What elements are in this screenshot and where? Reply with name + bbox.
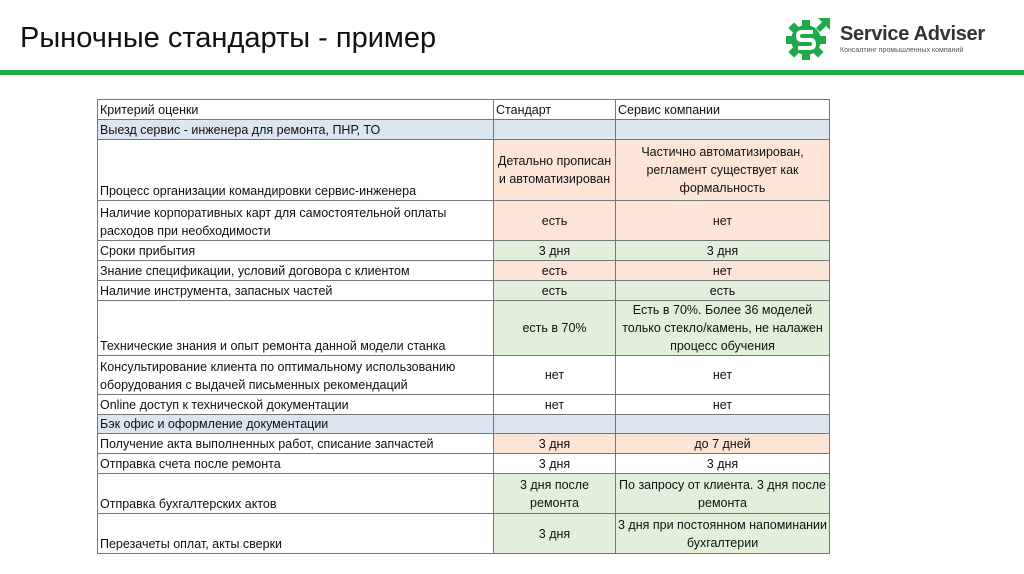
standard-cell: 3 дня <box>494 514 616 554</box>
standard-cell: 3 дня <box>494 434 616 454</box>
table-row <box>98 514 830 554</box>
standard-cell <box>494 415 616 434</box>
criterion-cell: Бэк офис и оформление документации <box>98 415 494 434</box>
page-title: Рыночные стандарты - пример <box>20 22 437 54</box>
company-cell: нет <box>616 356 830 395</box>
brand-name: Service Adviser <box>840 22 985 45</box>
table-row <box>98 395 830 415</box>
criterion-cell: Наличие инструмента, запасных частей <box>98 281 494 301</box>
criterion-cell: Отправка счета после ремонта <box>98 454 494 474</box>
criterion-cell: Перезачеты оплат, акты сверки <box>98 514 494 554</box>
criterion-cell: Знание спецификации, условий договора с клиентом <box>98 261 494 281</box>
company-cell: 3 дня при постоянном напоминании бухгалтерии <box>616 514 830 554</box>
standards-table <box>97 99 830 554</box>
standard-cell: есть в 70% <box>494 301 616 356</box>
standard-cell: нет <box>494 395 616 415</box>
table-row <box>98 140 830 201</box>
table-row <box>98 454 830 474</box>
standard-cell: 3 дня <box>494 454 616 474</box>
company-cell: нет <box>616 261 830 281</box>
standard-cell: есть <box>494 261 616 281</box>
standard-cell: есть <box>494 201 616 241</box>
gear-logo-icon <box>784 16 832 60</box>
table-row <box>98 434 830 454</box>
standard-cell <box>494 120 616 140</box>
criterion-cell: Сроки прибытия <box>98 241 494 261</box>
table-row <box>98 241 830 261</box>
criterion-cell: Технические знания и опыт ремонта данной модели станка <box>98 301 494 356</box>
table-header <box>98 100 830 120</box>
brand-subtitle: Консалтинг промышленных компаний <box>840 46 964 54</box>
criterion-cell: Отправка бухгалтерских актов <box>98 474 494 514</box>
criterion-cell: Online доступ к технической документации <box>98 395 494 415</box>
accent-divider <box>0 70 1024 75</box>
company-cell: нет <box>616 201 830 241</box>
header-company: Сервис компании <box>616 100 830 120</box>
company-cell <box>616 415 830 434</box>
criterion-cell: Процесс организации командировки сервис-инженера <box>98 140 494 201</box>
company-cell: нет <box>616 395 830 415</box>
table-row <box>98 474 830 514</box>
table-row <box>98 356 830 395</box>
company-cell: Есть в 70%. Более 36 моделей только стекло/камень, не налажен процесс обучения <box>616 301 830 356</box>
criterion-cell: Получение акта выполненных работ, списание запчастей <box>98 434 494 454</box>
logo <box>784 16 985 60</box>
company-cell: до 7 дней <box>616 434 830 454</box>
section-row <box>98 415 830 434</box>
standard-cell: 3 дня <box>494 241 616 261</box>
standard-cell: есть <box>494 281 616 301</box>
table-row <box>98 281 830 301</box>
company-cell: 3 дня <box>616 241 830 261</box>
company-cell <box>616 120 830 140</box>
company-cell: 3 дня <box>616 454 830 474</box>
company-cell: Частично автоматизирован, регламент существует как формальность <box>616 140 830 201</box>
criterion-cell: Консультирование клиента по оптимальному использованию оборудования с выдачей письменных рекомендаций <box>98 356 494 395</box>
standard-cell: Детально прописан и автоматизирован <box>494 140 616 201</box>
table-row <box>98 261 830 281</box>
standard-cell: 3 дня после ремонта <box>494 474 616 514</box>
section-row <box>98 120 830 140</box>
table-row <box>98 201 830 241</box>
header-standard: Стандарт <box>494 100 616 120</box>
criterion-cell: Наличие корпоративных карт для самостоятельной оплаты расходов при необходимости <box>98 201 494 241</box>
company-cell: есть <box>616 281 830 301</box>
table-row <box>98 301 830 356</box>
standard-cell: нет <box>494 356 616 395</box>
criterion-cell: Выезд сервис - инженера для ремонта, ПНР, ТО <box>98 120 494 140</box>
header-criterion: Критерий оценки <box>98 100 494 120</box>
company-cell: По запросу от клиента. 3 дня после ремонта <box>616 474 830 514</box>
